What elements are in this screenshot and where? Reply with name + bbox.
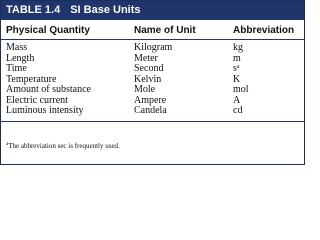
quantity-cell: Luminous intensity xyxy=(6,105,84,116)
table-row xyxy=(1,43,304,54)
unit-cell: Ampere xyxy=(134,94,167,106)
header-divider xyxy=(1,39,304,40)
unit-cell: Mole xyxy=(134,84,156,95)
abbreviation-text: cd xyxy=(233,105,243,116)
unit-cell: Second xyxy=(134,63,164,74)
footnote-marker: a xyxy=(6,142,9,147)
quantity-cell: Time xyxy=(6,63,27,74)
header-abbreviation: Abbreviation xyxy=(233,25,295,36)
table-header-row xyxy=(1,24,304,38)
table-title-bar xyxy=(1,1,304,20)
table-label: TABLE 1.4 xyxy=(6,4,61,16)
abbreviation-text: K xyxy=(233,73,241,85)
abbreviation-text: A xyxy=(233,94,241,106)
unit-cell: Kelvin xyxy=(134,73,162,85)
header-physical-quantity: Physical Quantity xyxy=(6,25,90,36)
unit-cell: Meter xyxy=(134,52,158,64)
quantity-cell: Amount of substance xyxy=(6,84,91,95)
table-row xyxy=(1,64,304,75)
unit-cell: Candela xyxy=(134,105,167,116)
table-footnote xyxy=(6,142,120,151)
table-bottom-divider xyxy=(1,121,304,122)
table-row xyxy=(1,106,304,117)
quantity-cell: Temperature xyxy=(6,73,57,85)
table-body xyxy=(1,43,304,117)
footnote-marker: a xyxy=(236,64,240,70)
header-name-of-unit: Name of Unit xyxy=(134,25,196,36)
abbreviation-text: m xyxy=(233,52,241,64)
quantity-cell: Electric current xyxy=(6,94,68,106)
quantity-cell: Mass xyxy=(6,42,28,53)
abbreviation-text: s xyxy=(233,63,237,74)
unit-cell: Kilogram xyxy=(134,42,173,53)
abbreviation-cell xyxy=(233,106,242,117)
footnote-text: The abbreviation sec is frequently used. xyxy=(8,142,120,150)
table-title: SI Base Units xyxy=(70,4,141,16)
abbreviation-text: mol xyxy=(233,84,249,95)
quantity-cell: Length xyxy=(6,52,35,64)
table-row xyxy=(1,85,304,96)
abbreviation-text: kg xyxy=(233,42,243,53)
